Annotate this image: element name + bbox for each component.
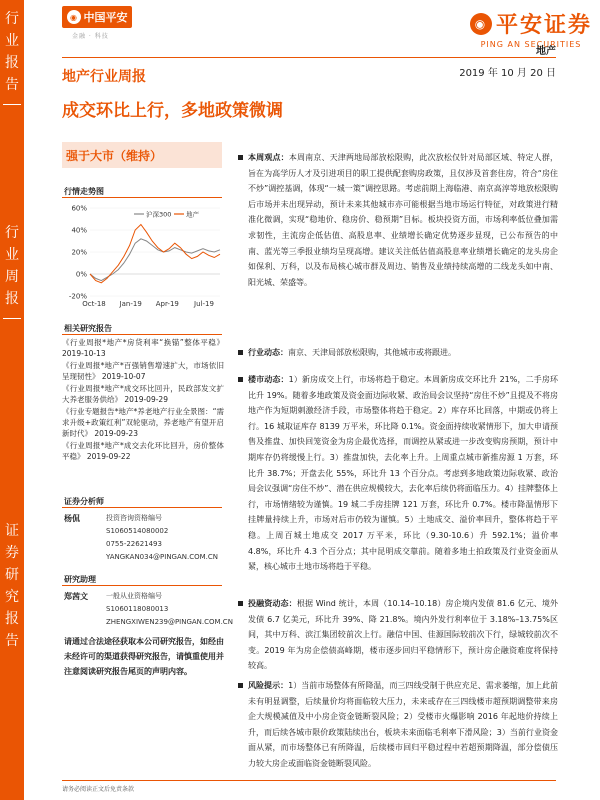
x-tick-label: Jul-19 — [194, 300, 214, 308]
assistant-block — [62, 590, 233, 632]
sidebar-divider — [3, 318, 21, 319]
bullet-square-icon — [238, 350, 243, 355]
analyst-block — [62, 512, 224, 568]
analyst-email[interactable]: YANGKAN034@PINGAN.COM.CN — [106, 553, 219, 561]
related-heading-rule — [62, 334, 222, 335]
section-industry-news: 行业动态：南京、天津局部放松限购，其他城市或将跟进。 — [238, 345, 558, 361]
header-divider — [62, 57, 556, 58]
bullet-square-icon — [238, 683, 243, 688]
chart-heading-rule — [62, 197, 222, 198]
ping-an-securities-mark-icon: ◉ — [470, 13, 492, 35]
ping-an-mark-icon: ◉ — [67, 10, 81, 24]
chart-heading: 行情走势图 — [64, 187, 104, 196]
left-sidebar — [0, 0, 24, 800]
section-financing-news: 投融资动态：根据 Wind 统计，本周（10.14–10.18）房企境内发债 81.6 亿元、境外发债 6.7 亿美元，环比升 39%、降 21.8%。境内外发行利率位于 3.18%–13.75%区间，其中万科、滨江集团较前次上行。融信中国、佳源国际较前次下行，绿城较前次不变。2019 年为房企偿债高峰期，楼市逐步回归平稳情形下，预计房企融资难度将保持较高。 — [238, 596, 558, 674]
industry-label: 地产 — [536, 46, 556, 57]
ping-an-securities-logo: ◉ 平安证券 PING AN SECURITIES — [470, 8, 592, 49]
related-heading: 相关研究报告 — [64, 324, 112, 333]
assistant-heading-rule — [62, 585, 222, 586]
y-tick-label: -20% — [68, 292, 87, 301]
report-date: 2019 年 10 月 20 日 — [459, 68, 556, 79]
section-market-news: 楼市动态：1）新房成交上行，市场将趋于稳定。本周新房成交环比升 21%，二手房环比升 19%。随着多地政策及资金面边际收紧、政治局会议坚持“房住不炒”且提及不将房地产作为短期刺激经济手段，市场整体将趋于稳定。2）库存环比回落，中期或仍将上行。16 城取证库存 8139 万平米，环比降 0.1%。资金面持续收紧情形下，加大申请预售及推盘、加快回笼资金为房企最优选择，而调控从紧或进一步改变购房预期，预计中期库存仍将缓慢上行。3）推盘加快，去化率上升。上周重点城市新推房源 1 万套，环比升 38.7%；开盘去化 55%，环比升 13 个百分点。考虑到多地政策边际收紧、政治局会议强调“房住不炒”、潜在供应规模较大，去化率后续仍将面临压力。4）挂牌整体上行，市场情绪较为谨慎。19 城二手房挂牌 121 万套，环比升 0.7%。楼市降温情形下挂牌量持续上升，市场对后市仍较为谨慎。5）土地成交、溢价率回升，整体将趋于平稳。上周百城土地成交 2017 万平米，环比（9.30-10.6）升 592.1%；溢价率 4.8%，环比升 4.3 个百分点；其中昆明成交靠前。随着多地土拍政策及行业资金面从紧，核心城市土地市场将趋于平稳。 — [238, 372, 558, 575]
y-tick-label: 40% — [71, 226, 87, 235]
legend-label: 地产 — [186, 210, 199, 219]
ping-an-group-logo: ◉ 中国平安 金融 · 科技 — [62, 6, 132, 42]
report-title: 成交环比上行，多地政策微调 — [62, 101, 283, 121]
rating-text: 强于大市（维持） — [66, 149, 163, 163]
footer-disclaimer: 请务必阅读正文后免责条款 — [62, 786, 135, 793]
related-report-item[interactable]: 《行业周报*地产*成交去化环比回升，房价整体平稳》 2019-09-22 — [62, 441, 224, 461]
analyst-heading: 证券分析师 — [64, 497, 104, 506]
sidebar-label-industry-report: 行业报告 — [5, 11, 19, 93]
sidebar-label-securities-research: 证券研究报告 — [5, 523, 19, 649]
analyst-name: 杨侃 — [64, 514, 80, 523]
related-report-item[interactable]: 《行业专题报告*地产*养老地产行业全景图：“需求升级+政策红利”双轮驱动，养老地产有望开启新时代》 2019-09-23 — [62, 407, 224, 438]
sidebar-label-weekly: 行业周报 — [5, 225, 19, 307]
assistant-info: 一般从业资格编号 S1060118080013 ZHENGXIWEN239@PINGAN.COM.CN — [106, 590, 233, 629]
related-report-item[interactable]: 《行业周报*地产*百强销售增速扩大，市场依旧呈现韧性》 2019-10-07 — [62, 361, 224, 381]
bullet-square-icon — [238, 601, 243, 606]
analyst-heading-rule — [62, 507, 222, 508]
legend-label: 沪深300 — [146, 210, 172, 219]
section-weekly-view: 本周观点：本周南京、天津两地局部放松限购，此次放松仅针对局部区域、特定人群，旨在为高学历人才及引进项目的职工提供配套购房政策，且仅涉及首套住房，符合“房住不炒”调控基调，体现“一城一策”调控思路。考虑前期上海临港、南京高淳等地放松限购后市场并未出现异动，预计未来其他城市亦可能根据当地市场运行特征，对政策进行精准化微调，实现“稳地价、稳房价、稳预期”目标。板块投资方面，市场利率低位叠加需求韧性，主流房企低估值、高股息率、业绩增长确定优势逐步显现，已公布预告的中南、蓝光等三季报业绩均呈现高增。建议关注低估值高股息率业绩增长确定的龙头房企如保利、万科，以及布局核心城市群及周边、销售及业绩持续高增的二线龙头如中南、阳光城、荣盛等。 — [238, 150, 558, 290]
related-report-item[interactable]: 《行业周报*地产*成交环比回升，民政部发文扩大养老服务供给》 2019-09-29 — [62, 384, 224, 404]
market-trend-chart — [62, 200, 224, 310]
footer-divider — [62, 780, 556, 781]
bullet-square-icon — [238, 155, 243, 160]
sidebar-divider — [3, 104, 21, 105]
related-report-item[interactable]: 《行业周报*地产*房贷利率“换锚”整体平稳》 2019-10-13 — [62, 338, 224, 358]
x-tick-label: Oct-18 — [82, 300, 106, 308]
x-tick-label: Jan-19 — [119, 300, 142, 308]
assistant-name: 郑茜文 — [64, 592, 88, 601]
legal-notice: 请通过合法途径获取本公司研究报告，如经由未经许可的渠道获得研究报告，请慎重使用并注意阅读研究报告尾页的声明内容。 — [64, 637, 224, 676]
related-reports-list — [62, 337, 224, 463]
x-tick-label: Apr-19 — [155, 300, 179, 308]
assistant-email[interactable]: ZHENGXIWEN239@PINGAN.COM.CN — [106, 618, 233, 626]
section-risk-warning: 风险提示：1）当前市场整体有所降温，而三四线受制于供应充足、需求萎缩，加上此前未有明显调整，后续量价均将面临较大压力，未来或存在三四线楼市超预期调整带来房企大规模减值及中小房企资金链断裂风险；2）受楼市火爆影响 2016 年起地价持续上升，而后续各城市限价政策陆续出台，板块未来面临毛利率下滑风险；3）当前行业资金面从紧，而市场整体已有所降温，后续楼市回归平稳过程中若超预期降温，部分偿债压力较大房企或面临资金链断裂风险。 — [238, 678, 558, 772]
y-tick-label: 0% — [75, 270, 87, 279]
bullet-square-icon — [238, 377, 243, 382]
y-tick-label: 20% — [71, 248, 87, 257]
rating-box — [62, 142, 222, 168]
y-tick-label: 60% — [71, 204, 87, 213]
analyst-info: 投资咨询资格编号 S1060514080002 0755-22621493 YANGKAN034@PINGAN.COM.CN — [106, 512, 218, 564]
report-type: 地产行业周报 — [62, 69, 146, 85]
assistant-heading: 研究助理 — [64, 575, 96, 584]
